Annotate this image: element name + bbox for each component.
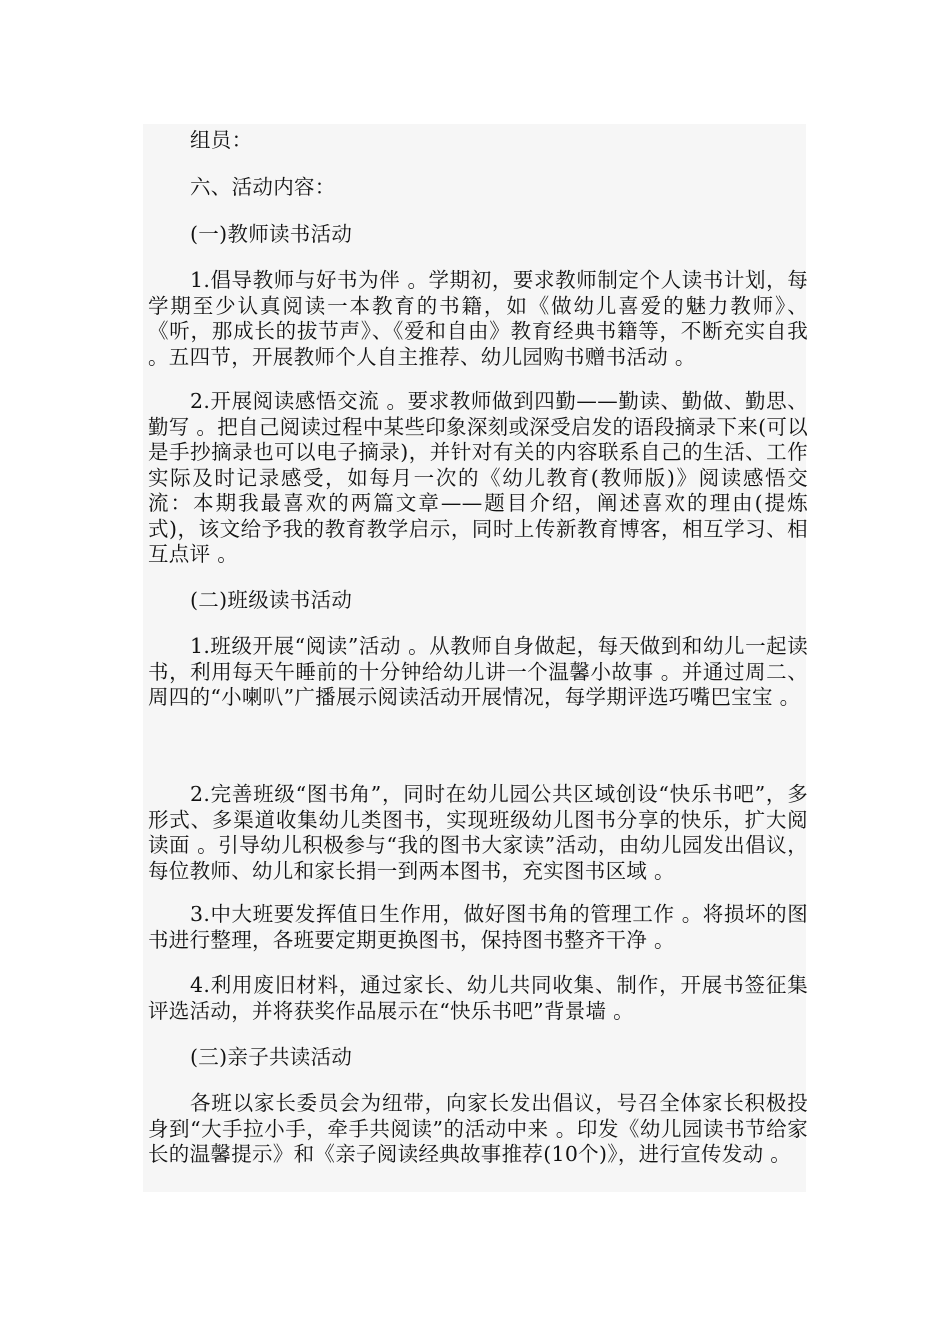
members-line: 组员： [190,128,253,152]
paragraph-class-reading-1: 1.班级开展“阅读”活动 。从教师自身做起，每天做到和幼儿一起读书，利用每天午睡前的十分钟给幼儿讲一个温馨小故事 。并通过周二、周四的“小喇叭”广播展示阅读活动开展情况，每学期评选巧嘴巴宝宝 。 [148,634,808,709]
paragraph-class-reading-3: 3.中大班要发挥值日生作用，做好图书角的管理工作 。将损坏的图书进行整理，各班要定期更换图书，保持图书整齐干净 。 [148,902,808,952]
subheading-class-reading: (二)班级读书活动 [190,588,353,612]
subheading-parent-child-reading: (三)亲子共读活动 [190,1045,353,1069]
paragraph-class-reading-2: 2.完善班级“图书角”，同时在幼儿园公共区域创设“快乐书吧”，多形式、多渠道收集幼儿类图书，实现班级幼儿图书分享的快乐，扩大阅读面 。引导幼儿积极参与“我的图书大家读”活动，由幼儿园发出倡议，每位教师、幼儿和家长捐一到两本图书，充实图书区域 。 [148,782,808,883]
paragraph-class-reading-4: 4.利用废旧材料，通过家长、幼儿共同收集、制作，开展书签征集评选活动，并将获奖作品展示在“快乐书吧”背景墙 。 [148,973,808,1023]
paragraph-teacher-reading-1: 1.倡导教师与好书为伴 。学期初，要求教师制定个人读书计划，每学期至少认真阅读一本教育的书籍，如《做幼儿喜爱的魅力教师》、《听，那成长的拔节声》、《爱和自由》教育经典书籍等，不断充实自我 。五四节，开展教师个人自主推荐、幼儿园购书赠书活动 。 [148,268,808,369]
subheading-teacher-reading: (一)教师读书活动 [190,222,353,246]
paragraph-parent-child-reading: 各班以家长委员会为纽带，向家长发出倡议，号召全体家长积极投身到“大手拉小手，牵手共阅读”的活动中来 。印发《幼儿园读书节给家长的温馨提示》和《亲子阅读经典故事推荐(10个)》，进行宣传发动 。 [148,1091,808,1166]
section-heading-activity-content: 六、活动内容： [190,175,336,199]
paragraph-teacher-reading-2: 2.开展阅读感悟交流 。要求教师做到四勤——勤读、勤做、勤思、勤写 。把自己阅读过程中某些印象深刻或深受启发的语段摘录下来(可以是手抄摘录也可以电子摘录)，并针对有关的内容联系自己的生活、工作实际及时记录感受，如每月一次的《幼儿教育(教师版)》阅读感悟交流：本期我最喜欢的两篇文章——题目介绍，阐述喜欢的理由(提炼式)，该文给予我的教育教学启示，同时上传新教育博客，相互学习、相互点评 。 [148,389,808,566]
